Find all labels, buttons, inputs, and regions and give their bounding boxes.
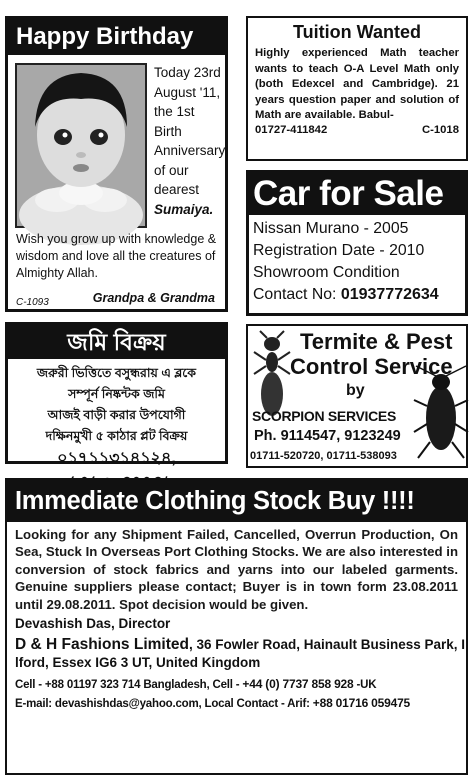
local-contact: +88 01716 059475 [312, 696, 411, 711]
tuition-footer [248, 124, 466, 136]
side-line: dearest [154, 182, 200, 197]
ad-code: C-1018 [421, 123, 459, 136]
ad-code: C-1093 [16, 297, 49, 308]
pest-by: by [346, 382, 365, 399]
pest-control-ad [246, 324, 468, 468]
car-sale-ad [246, 170, 468, 316]
pest-company: SCORPION SERVICES [252, 408, 397, 424]
date-from: 23.08.2011 [392, 579, 458, 595]
clothing-title: Immediate Clothing Stock Buy !!!! [7, 480, 466, 522]
clothing-stock-ad [5, 478, 468, 775]
contact-number: 01937772634 [340, 286, 439, 303]
clothing-cell [7, 677, 466, 691]
birthday-side-text [154, 63, 226, 219]
contact-label: Contact No: [253, 286, 337, 303]
clothing-company [7, 636, 466, 672]
land-line: আজই বাড়ী করার উপযোগী [47, 408, 186, 422]
clothing-email [7, 696, 466, 710]
clothing-director: Devashish Das, Director [15, 616, 171, 632]
birthday-wish: Wish you grow up with knowledge & wisdom and love all the creatures of Almighty Allah. [16, 232, 217, 280]
side-line: Anniversary [154, 143, 226, 158]
side-line: of our [154, 162, 189, 178]
termite-icon [252, 330, 292, 420]
land-line: সম্পূর্ন নিষ্কন্টক জমি [68, 387, 165, 401]
pest-title-1: Termite & Pest [300, 329, 453, 354]
tuition-phone: 01727-411842 [255, 123, 328, 136]
clothing-body [7, 522, 466, 613]
tuition-ad [246, 16, 468, 161]
cell-uk-suffix: -UK [353, 679, 377, 692]
company-name: D & H Fashions Limited [15, 636, 189, 654]
car-line: Nissan Murano - 2005 [253, 220, 409, 237]
tuition-body: Highly experienced Math teacher wants to teach O-A Level Math only (both Edexcel and Cambridge). 21 years question paper and solution of Math are available. Babul- [255, 47, 459, 122]
birthday-ad [5, 16, 228, 312]
land-sale-ad [5, 322, 228, 467]
land-line: দক্ষিনমুখী ৫ কাঠার প্লট বিক্রয় [45, 429, 188, 443]
body-text: Looking for any Shipment Failed, Cancelled, Overrun Production, On Sea, Stuck In Overseas Port Clothing Stocks. We are also interested in conversion of stock fabrics and yarns into our labeled garments. Genuine suppliers please contact; Buyer is in town form [15, 527, 458, 595]
birthday-title: Happy Birthday [8, 19, 225, 55]
body-text: . Spot decision would be given. [111, 596, 309, 612]
car-line: Registration Date - 2010 [253, 242, 425, 259]
cell-bd: Cell - +88 01197 323 714 Bangladesh, Cell - [15, 679, 243, 692]
child-name: Sumaiya. [154, 201, 214, 217]
cell-uk: +44 (0) 7737 858 928 [242, 677, 354, 692]
land-phones: ০১৭১১৩১৪১২৪, [57, 450, 176, 467]
pest-phone-1: Ph. 9114547, 9123249 [254, 428, 401, 444]
email-text: E-mail: devashishdas@yahoo.com, Local Contact - Arif: [15, 698, 313, 711]
company-address: , 36 Fowler Road, Hainault Business Park, I lford, Essex IG6 3 UT, United Kingdom [15, 637, 466, 671]
cockroach-icon [414, 366, 468, 462]
side-line: the 1st Birth [154, 104, 195, 139]
car-contact [249, 284, 465, 306]
tuition-title: Tuition Wanted [293, 22, 421, 42]
date-to: 29.08.2011 [46, 596, 112, 612]
car-line: Showroom Condition [253, 264, 400, 281]
car-title: Car for Sale [249, 173, 465, 215]
birthday-signature: Grandpa & Grandma [92, 291, 215, 305]
pest-title-2: Control Service [290, 354, 453, 379]
side-line: Today 23rd [154, 65, 221, 80]
pest-phone-2: 01711-520720, 01711-538093 [250, 450, 397, 462]
baby-photo [15, 63, 147, 228]
land-line: জরুরী ভিত্তিতে বসুন্ধরায় এ ব্লকে [36, 366, 197, 380]
body-text: until [15, 596, 47, 612]
land-title: জমি বিক্রয় [8, 325, 225, 359]
side-line: August '11, [154, 84, 221, 100]
